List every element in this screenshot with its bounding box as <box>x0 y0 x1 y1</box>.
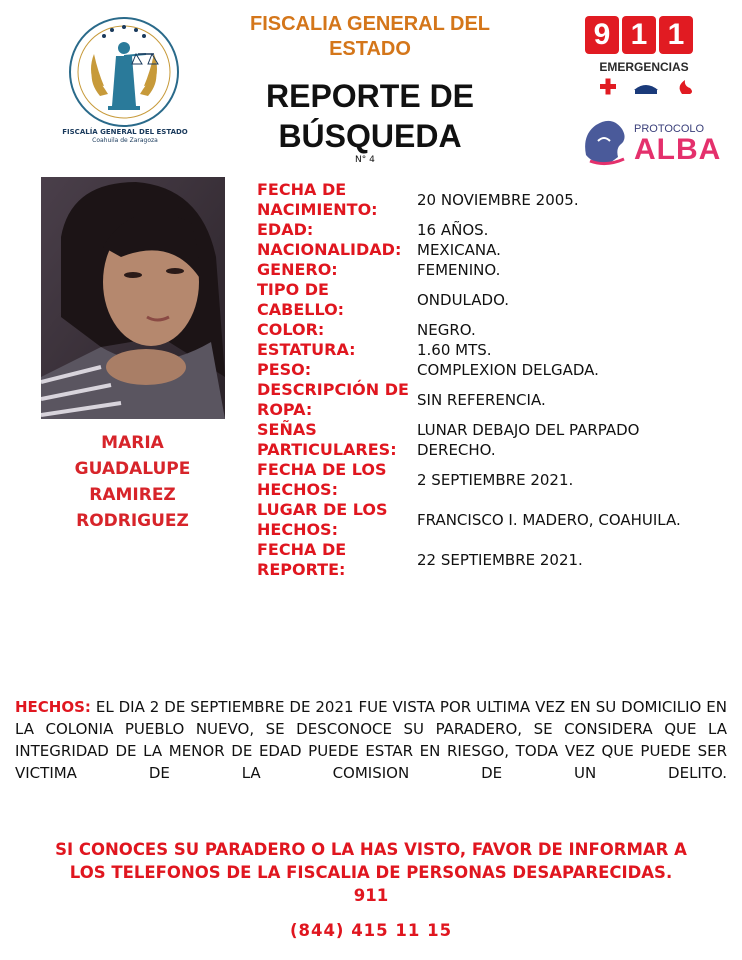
field-value-color: NEGRO. <box>417 321 476 339</box>
field-label-hair-type <box>257 280 417 320</box>
organization-name <box>215 12 525 62</box>
label-line: PARTICULARES: <box>257 440 397 459</box>
label-line: FECHA DE <box>257 540 347 559</box>
field-label-clothing <box>257 380 417 420</box>
label-line: HECHOS: <box>257 480 338 499</box>
hechos-paragraph <box>15 696 727 784</box>
name-line: GUADALUPE <box>74 459 191 479</box>
field-label-event-date <box>257 460 417 500</box>
field-label-birthdate <box>257 180 417 220</box>
field-label-gender <box>257 260 417 280</box>
label-line: SEÑAS <box>257 420 317 439</box>
field-value-height: 1.60 MTS. <box>417 341 492 359</box>
label-line: TIPO DE <box>257 280 329 299</box>
organization-line-2: ESTADO <box>329 38 411 60</box>
label-line: PESO: <box>257 360 312 379</box>
field-value-age: 16 AÑOS. <box>417 221 489 239</box>
value-line: LUNAR DEBAJO DEL PARPADO <box>417 421 640 439</box>
field-label-height <box>257 340 417 360</box>
hechos-label: HECHOS: <box>15 698 91 716</box>
title-line-2: BÚSQUEDA <box>278 118 462 154</box>
contact-emergency-number: 911 <box>353 886 389 905</box>
missing-person-photo <box>41 177 225 419</box>
label-line: HECHOS: <box>257 520 338 539</box>
report-title <box>215 76 525 156</box>
field-value-event-date: 2 SEPTIEMBRE 2021. <box>417 471 574 489</box>
police-cap-icon <box>634 85 658 94</box>
red-cross-icon <box>600 79 616 95</box>
emergency-services-icons <box>590 78 702 100</box>
label-line: NACIMIENTO: <box>257 200 378 219</box>
label-line: NACIONALIDAD: <box>257 240 402 259</box>
fiscalia-seal-logo <box>64 14 184 134</box>
person-name <box>40 430 225 534</box>
label-line: REPORTE: <box>257 560 346 579</box>
label-line: ESTATURA: <box>257 340 356 359</box>
field-value-nationality: MEXICANA. <box>417 241 501 259</box>
label-line: DESCRIPCIÓN DE <box>257 380 409 399</box>
emergency-digit: 1 <box>659 16 693 54</box>
field-value-marks <box>417 420 737 460</box>
field-value-gender: FEMENINO. <box>417 261 501 279</box>
emergency-911-logo <box>585 16 701 54</box>
field-label-weight <box>257 360 417 380</box>
emergency-digit: 1 <box>622 16 656 54</box>
report-number: N° 4 <box>355 155 375 165</box>
fire-icon <box>680 80 692 94</box>
contact-phone-number: (844) 415 11 15 <box>289 921 453 940</box>
field-value-event-place: FRANCISCO I. MADERO, COAHUILA. <box>417 511 681 529</box>
name-line: RODRIGUEZ <box>76 511 189 531</box>
title-line-1: REPORTE DE <box>265 78 475 114</box>
label-line: LUGAR DE LOS <box>257 500 388 519</box>
field-value-birthdate: 20 NOVIEMBRE 2005. <box>417 191 579 209</box>
seal-subcaption: Coahuila de Zaragoza <box>92 137 158 144</box>
label-line: ROPA: <box>257 400 313 419</box>
contact-message <box>15 838 727 907</box>
alba-label: ALBA <box>634 133 722 166</box>
field-value-hair-type: ONDULADO. <box>417 291 510 309</box>
label-line: COLOR: <box>257 320 325 339</box>
label-line: EDAD: <box>257 220 314 239</box>
name-line: RAMIREZ <box>89 485 176 505</box>
protocolo-label: PROTOCOLO <box>634 123 705 135</box>
protocolo-alba-logo-icon <box>580 115 630 167</box>
field-label-age <box>257 220 417 240</box>
field-label-color <box>257 320 417 340</box>
contact-line: LOS TELEFONOS DE LA FISCALIA DE PERSONAS DESAPARECIDAS. <box>69 863 673 882</box>
seal-caption: FISCALÍA GENERAL DEL ESTADO <box>62 128 188 136</box>
label-line: GENERO: <box>257 260 338 279</box>
contact-line: SI CONOCES SU PARADERO O LA HAS VISTO, FAVOR DE INFORMAR A <box>55 840 687 859</box>
name-line: MARIA <box>101 433 164 453</box>
emergency-label: EMERGENCIAS <box>599 60 689 74</box>
organization-line-1: FISCALIA GENERAL DEL <box>249 13 490 35</box>
field-label-marks <box>257 420 417 460</box>
label-line: FECHA DE <box>257 180 347 199</box>
emergency-digit: 9 <box>585 16 619 54</box>
field-label-event-place <box>257 500 417 540</box>
hechos-text: EL DIA 2 DE SEPTIEMBRE DE 2021 FUE VISTA POR ULTIMA VEZ EN SU DOMICILIO EN LA COLONIA PUEBLO NUEVO, SE DESCONOCE SU PARADERO, SE CONSIDERA QUE LA INTEGRIDAD DE LA MENOR DE EDAD PUEDE ESTAR EN RIESGO, TODA VEZ QUE PUEDE SER VICTIMA DE LA COMISION DE UN DELITO. <box>15 698 727 782</box>
field-label-nationality <box>257 240 417 260</box>
label-line: CABELLO: <box>257 300 345 319</box>
field-label-report-date <box>257 540 417 580</box>
field-value-report-date: 22 SEPTIEMBRE 2021. <box>417 551 583 569</box>
field-value-weight: COMPLEXION DELGADA. <box>417 361 599 379</box>
label-line: FECHA DE LOS <box>257 460 387 479</box>
value-line: DERECHO. <box>417 441 496 459</box>
field-value-clothing: SIN REFERENCIA. <box>417 391 546 409</box>
